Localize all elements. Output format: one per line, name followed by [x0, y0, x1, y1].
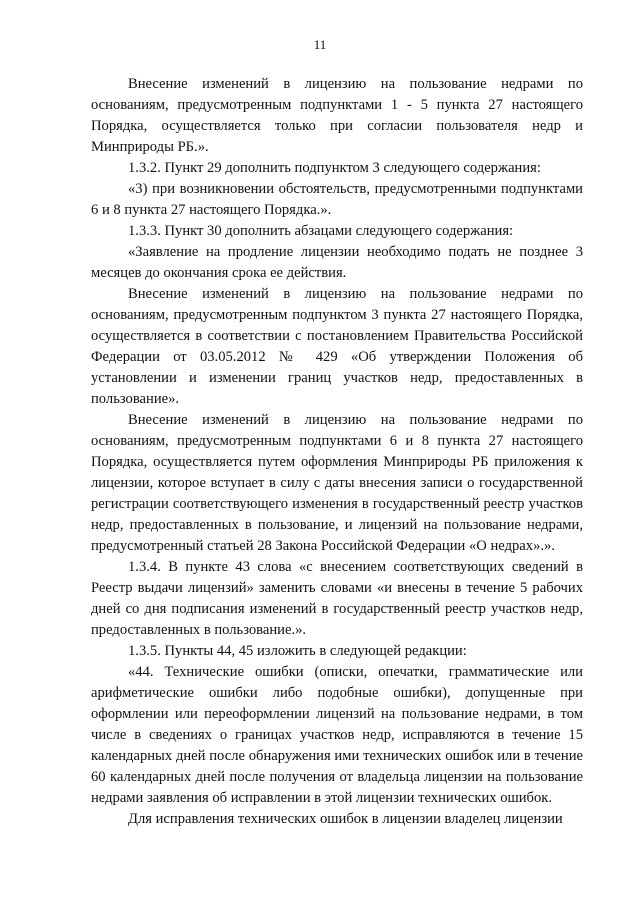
paragraph-1-3-4: 1.3.4. В пункте 43 слова «с внесением соответствующих сведений в Реестр выдачи лицензий» заменить словами «и внесены в течение 5 рабочих дней со дня подписания изменений в государственный реестр участков недр, предоставленных в пользование.».: [91, 559, 583, 638]
paragraph-error-correction: Для исправления технических ошибок в лицензии владелец лицензии: [128, 811, 563, 827]
page-number: 11: [313, 37, 327, 52]
paragraph-extension-application: «Заявление на продление лицензии необходимо подать не позднее 3 месяцев до окончания срока ее действия.: [91, 244, 583, 281]
paragraph-1-3-2: 1.3.2. Пункт 29 дополнить подпунктом 3 следующего содержания:: [128, 160, 541, 176]
paragraph-subpoint-3: «3) при возникновении обстоятельств, предусмотренными подпунктами 6 и 8 пункта 27 настоящего Порядка.».: [91, 181, 583, 218]
paragraph-1-3-3: 1.3.3. Пункт 30 дополнить абзацами следующего содержания:: [128, 223, 514, 239]
document-body: [91, 74, 583, 830]
paragraph-1-3-5: 1.3.5. Пункты 44, 45 изложить в следующей редакции:: [128, 643, 467, 659]
paragraph-changes-subpoint-3: Внесение изменений в лицензию на пользование недрами по основаниям, предусмотренным подпунктом 3 пункта 27 настоящего Порядка, осуществляется в соответствии с постановлением Правительства Российской Федерации от 03.05.2012 № 429 «Об утверждении Положения об установлении и изменении границ участков недр, предоставленных в пользование».: [91, 286, 583, 407]
paragraph-changes-subpoints-6-8: Внесение изменений в лицензию на пользование недрами по основаниям, предусмотренным подпунктами 6 и 8 пункта 27 настоящего Порядка, осуществляется путем оформления Минприроды РБ приложения к лицензии, которое вступает в силу с даты внесения записи о государственной регистрации соответствующего изменения в государственный реестр участков недр, предоставленных в пользование, и лицензий на пользование недрами, предусмотренный статьей 28 Закона Российской Федерации «О недрах».».: [91, 412, 583, 554]
paragraph-changes-by-consent: Внесение изменений в лицензию на пользование недрами по основаниям, предусмотренным подпунктами 1 - 5 пункта 27 настоящего Порядка, осуществляется только при согласии пользователя недр и Минприроды РБ.».: [91, 76, 583, 155]
paragraph-point-44: «44. Технические ошибки (описки, опечатки, грамматические или арифметические ошибки либо подобные ошибки), допущенные при оформлении или переоформлении лицензий на пользование недрами, в том числе в сведениях о границах участков недр, исправляются в течение 15 календарных дней после обнаружения ими технических ошибок или в течение 60 календарных дней после получения от владельца лицензии на пользование недрами заявления об исправлении в этой лицензии технических ошибок.: [91, 664, 583, 806]
